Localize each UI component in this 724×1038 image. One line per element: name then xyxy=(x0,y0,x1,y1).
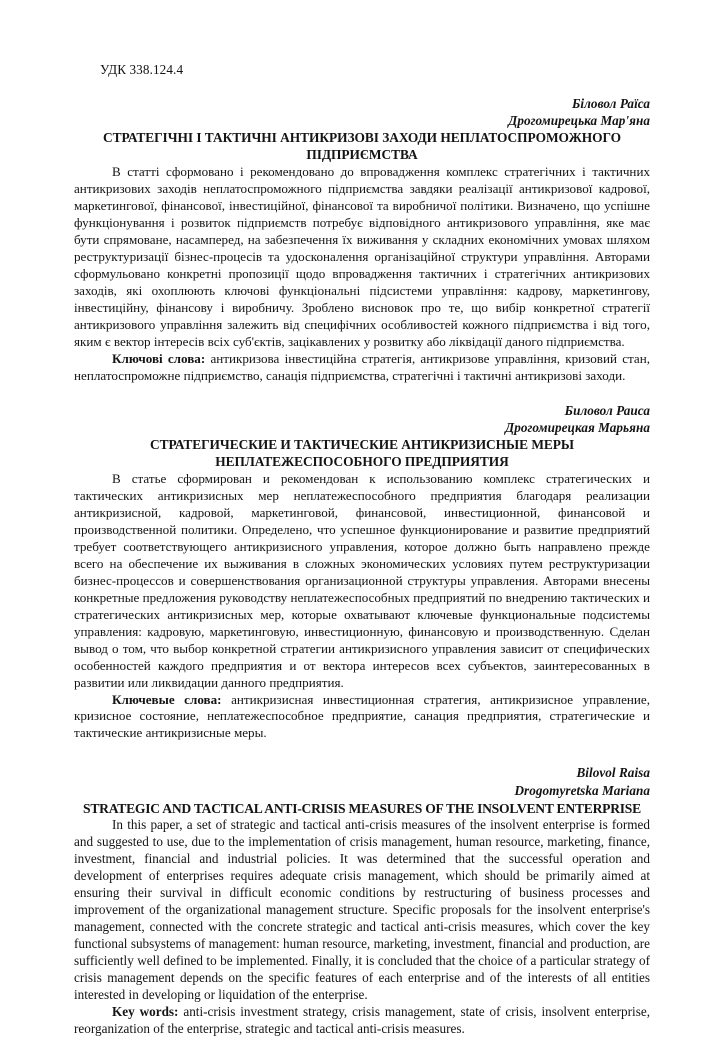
title-line: STRATEGIC AND TACTICAL ANTI-CRISIS MEASURES OF THE INSOLVENT ENTERPRISE xyxy=(83,801,641,817)
abstract-text-en: In this paper, a set of strategic and tactical anti-crisis measures of the insolvent enterprise is formed and suggested to use, due to the implementation of crisis management, human resource, marketing, finance, investment, financial and industrial policies. It was determined that the successful operation and development of enterprises requires adequate crisis management, which should be primarily aimed at ensuring their survival in difficult economic conditions by restructuring of business processes and improvement of the organizational management structure. Specific proposals for the insolvent enterprise's management, connected with the concrete strategic and tactical anti-crisis measures, which cover the key functional subsystems of management: human resource, marketing, investment, financial and production, are sufficiently well defined to be implemented. Finally, it is concluded that the choice of a particular strategy of crisis management depends on the specific features of each enterprise and of the interests of all entities interested in developing or liquidation of the enterprise. xyxy=(74,817,650,1002)
title-line: НЕПЛАТЕЖЕСПОСОБНОГО ПРЕДПРИЯТИЯ xyxy=(215,454,509,470)
article-title-uk xyxy=(74,130,650,164)
udk-code: УДК 338.124.4 xyxy=(100,62,184,77)
author-name: Bilovol Raisa xyxy=(576,765,650,781)
keywords-text: anti-crisis investment strategy, crisis management, state of crisis, insolvent enterprise, reorganization of the enterprise, strategic and tactical anti-crisis measures. xyxy=(74,1003,650,1036)
keywords-label: Ключові слова: xyxy=(112,350,206,366)
title-line: СТРАТЕГІЧНІ І ТАКТИЧНІ АНТИКРИЗОВІ ЗАХОДИ НЕПЛАТОСПРОМОЖНОГО xyxy=(102,130,622,146)
keywords-label: Ключевые слова: xyxy=(112,691,222,707)
abstract-section-ru xyxy=(74,402,650,743)
keywords-label: Key words: xyxy=(112,1003,179,1019)
author-name: Биловол Раиса xyxy=(564,402,650,418)
keywords-uk xyxy=(74,351,650,385)
title-line: СТРАТЕГИЧЕСКИЕ И ТАКТИЧЕСКИЕ АНТИКРИЗИСНЫЕ МЕРЫ xyxy=(149,437,575,453)
article-title-ru xyxy=(74,437,650,471)
keywords-en xyxy=(74,1004,650,1038)
keywords-text: антикризисная инвестиционная стратегия, антикризисное управление, кризисное состояние, неплатежеспособное предприятие, санация предприятия, стратегические и тактические антикризисные меры. xyxy=(74,691,651,741)
keywords-text: антикризова інвестиційна стратегія, антикризове управління, кризовий стан, неплатоспроможне підприємство, санація підприємства, стратегічні і тактичні антикризові заходи. xyxy=(74,350,650,383)
section-spacer xyxy=(74,742,650,764)
author-name: Дрогомирецкая Марьяна xyxy=(505,419,650,435)
abstract-text-ru: В статье сформирован и рекомендован к использованию комплекс стратегических и тактических антикризисных мер неплатежеспособного предприятия благодаря реализации антикризисной, кадровой, маркетинговой, финансовой, инвестиционной, финансовой и производственной политики. Определено, что успешное функционирование и развитие предприятий требует соответствующего антикризисного управления, которое должно быть направлено прежде всего на обеспечение их выживания в сложных экономических условиях путем реструктуризации бизнес-процессов и совершенствования организационной структуры управления. Авторами внесены конкретные предложения руководству неплатежеспособных предприятий по внедрению тактических и стратегических антикризисных мер, которые охватывают ключевые функциональные подсистемы управления: кадровую, маркетинговую, инвестиционную, финансовую и производственную. Сделан вывод о том, что выбор конкретной стратегии антикризисного управления зависит от специфических особенностей каждого предприятия и от вектора интересов всех субъектов, заинтересованных в развитии или ликвидации данного предприятия. xyxy=(74,471,650,690)
author-name: Біловол Раїса xyxy=(571,95,650,111)
abstract-text-uk: В статті сформовано і рекомендовано до впровадження комплекс стратегічних і тактичних антикризових заходів неплатоспроможного підприємства завдяки реалізації антикризової кадрової, маркетингової, фінансової, інвестиційної, фінансової та виробничої політики. Визначено, що успішне функціонування і розвиток підприємств потребує відповідного антикризового управління, яке має бути спрямоване, насамперед, на забезпечення їх виживання у складних економічних умовах шляхом реструктуризації бізнес-процесів та удосконалення організаційної структури управління. Авторами сформульовано конкретні пропозиції щодо впровадження тактичних і стратегічних антикризових заходів, які охоплюють ключові функціональні підсистеми управління: кадрову, маркетингову, інвестиційну, фінансову і виробничу. Зроблено висновок про те, що вибір конкретної стратегії антикризового управління залежить від специфічних особливостей кожного підприємства і від того, яким є вектор інтересів всіх суб'єктів, зацікавлених у розвитку або ліквідації даного підприємства. xyxy=(74,164,650,349)
title-line: ПІДПРИЄМСТВА xyxy=(306,147,418,163)
author-name: Drogomyretska Mariana xyxy=(514,782,650,798)
author-name: Дрогомирецька Мар'яна xyxy=(508,112,650,128)
keywords-ru xyxy=(74,692,650,743)
section-spacer xyxy=(74,385,650,402)
abstract-section-uk xyxy=(74,95,650,385)
abstract-section-en xyxy=(74,764,650,1037)
article-title-en xyxy=(64,800,660,817)
